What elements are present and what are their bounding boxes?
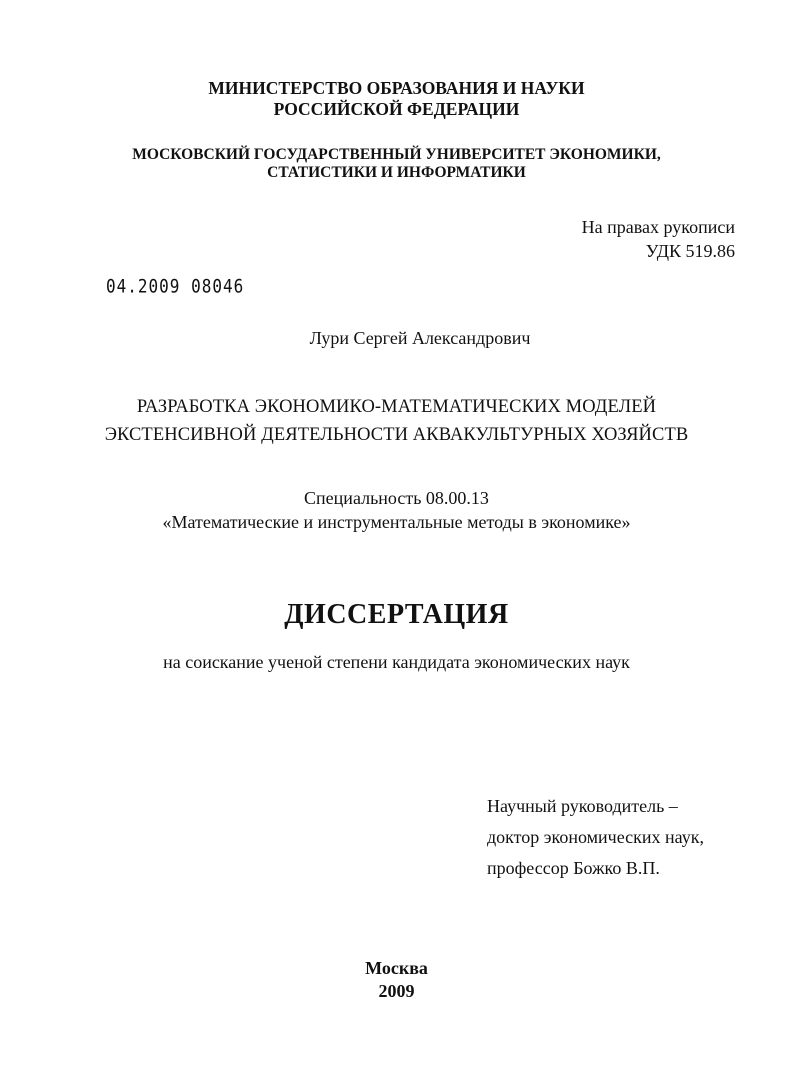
document-type: ДИССЕРТАЦИЯ: [284, 599, 509, 630]
degree-statement: на соискание ученой степени кандидата экономических наук: [163, 652, 630, 672]
place-and-year: [0, 957, 793, 1003]
udc-code: УДК 519.86: [645, 241, 735, 261]
supervisor-name: профессор Божко В.П.: [487, 858, 660, 878]
ministry-header: [0, 78, 793, 120]
specialty-block: [0, 486, 793, 534]
title-line-2: ЭКСТЕНСИВНОЙ ДЕЯТЕЛЬНОСТИ АКВАКУЛЬТУРНЫХ ХОЗЯЙСТВ: [104, 425, 689, 445]
university-line-2: СТАТИСТИКИ И ИНФОРМАТИКИ: [267, 164, 526, 181]
city: Москва: [365, 958, 428, 978]
manuscript-rights-block: [582, 215, 735, 263]
manuscript-rights: На правах рукописи: [581, 217, 735, 237]
supervisor-degree: доктор экономических наук,: [487, 827, 704, 847]
registration-stamp: 04.2009 08046: [106, 275, 245, 297]
dissertation-title: [0, 393, 793, 449]
supervisor-block: [487, 791, 704, 884]
ministry-line-2: РОССИЙСКОЙ ФЕДЕРАЦИИ: [273, 99, 520, 119]
author-name: Лури Сергей Александрович: [309, 328, 531, 348]
supervisor-role: Научный руководитель –: [487, 796, 678, 816]
university-line-1: МОСКОВСКИЙ ГОСУДАРСТВЕННЫЙ УНИВЕРСИТЕТ ЭКОНОМИКИ,: [132, 146, 661, 163]
university-header: [0, 146, 793, 182]
year: 2009: [378, 981, 415, 1001]
specialty-name: «Математические и инструментальные методы в экономике»: [162, 512, 631, 532]
ministry-line-1: МИНИСТЕРСТВО ОБРАЗОВАНИЯ И НАУКИ: [208, 78, 585, 98]
specialty-code: Специальность 08.00.13: [304, 488, 489, 508]
title-line-1: РАЗРАБОТКА ЭКОНОМИКО-МАТЕМАТИЧЕСКИХ МОДЕЛЕЙ: [136, 397, 657, 417]
